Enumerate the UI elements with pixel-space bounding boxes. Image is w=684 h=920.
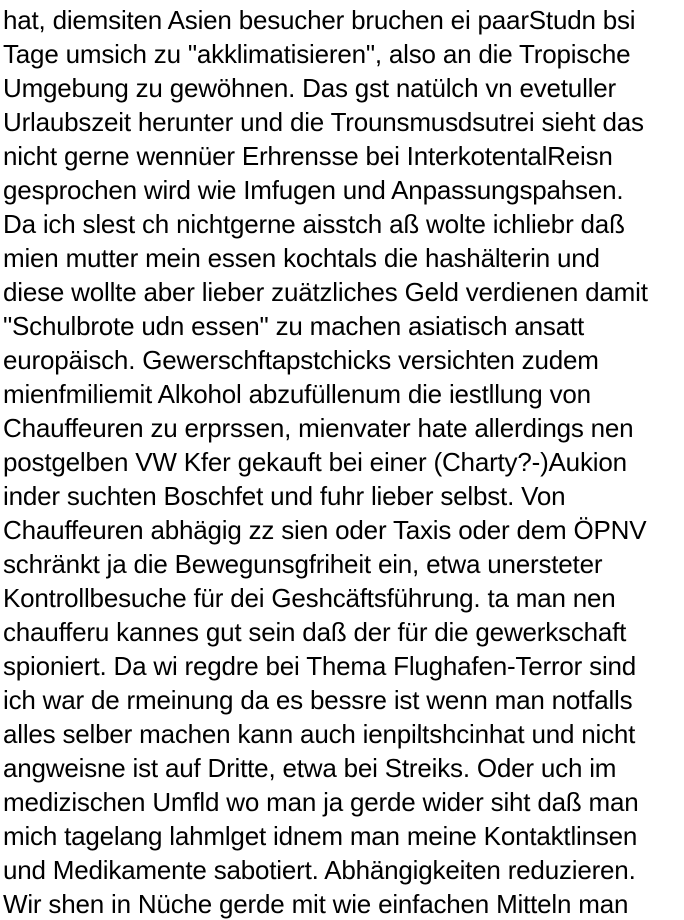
text-line: Umgebung zu gewöhnen. Das gst natülch vn evetuller — [3, 73, 616, 103]
text-line: mien mutter mein essen kochtals die hashälterin und — [3, 243, 600, 273]
text-line: "Schulbrote udn essen" zu machen asiatisch ansatt — [3, 311, 585, 341]
text-line: Kontrollbesuche für dei Geshcäftsführung. ta man nen — [3, 583, 616, 613]
text-line: und Medikamente sabotiert. Abhängigkeiten reduzieren. — [3, 855, 636, 885]
text-line: europäisch. Gewerschftapstchicks versichten zudem — [3, 345, 599, 375]
text-line: medizischen Umfld wo man ja gerde wider siht daß man — [3, 787, 639, 817]
text-line: Wir shen in Nüche gerde mit wie einfachen Mitteln man — [3, 889, 629, 919]
text-line: hat, diemsiten Asien besucher bruchen ei paarStudn bsi — [3, 5, 636, 35]
text-line: spioniert. Da wi regdre bei Thema Flughafen-Terror sind — [3, 651, 637, 681]
text-line: mich tagelang lahmlget idnem man meine Kontaktlinsen — [3, 821, 638, 851]
text-line: schränkt ja die Bewegunsgfriheit ein, etwa unersteter — [3, 549, 603, 579]
text-line: nicht gerne wennüer Erhrensse bei InterkotentalReisn — [3, 141, 613, 171]
text-line: angweisne ist auf Dritte, etwa bei Streiks. Oder uch im — [3, 753, 617, 783]
text-line: gesprochen wird wie Imfugen und Anpassungspahsen. — [3, 175, 624, 205]
text-line: postgelben VW Kfer gekauft bei einer (Charty?-)Aukion — [3, 447, 627, 477]
text-line: Chauffeuren abhägig zz sien oder Taxis oder dem ÖPNV — [3, 515, 647, 545]
text-line: mienfmiliemit Alkohol abzufüllenum die iestllung von — [3, 379, 591, 409]
text-line: ich war de rmeinung da es bessre ist wenn man notfalls — [3, 685, 633, 715]
text-line: alles selber machen kann auch ienpiltshcinhat und nicht — [3, 719, 636, 749]
text-line: Chauffeuren zu erprssen, mienvater hate allerdings nen — [3, 413, 634, 443]
text-line: Da ich slest ch nichtgerne aisstch aß wolte ichliebr daß — [3, 209, 625, 239]
text-line: Tage umsich zu "akklimatisieren", also an die Tropische — [3, 39, 631, 69]
text-line: Urlaubszeit herunter und die Trounsmusdsutrei sieht das — [3, 107, 644, 137]
text-line: diese wollte aber lieber zuätzliches Geld verdienen damit — [3, 277, 648, 307]
text-line: inder suchten Boschfet und fuhr lieber selbst. Von — [3, 481, 566, 511]
text-line: chaufferu kannes gut sein daß der für die gewerkschaft — [3, 617, 627, 647]
